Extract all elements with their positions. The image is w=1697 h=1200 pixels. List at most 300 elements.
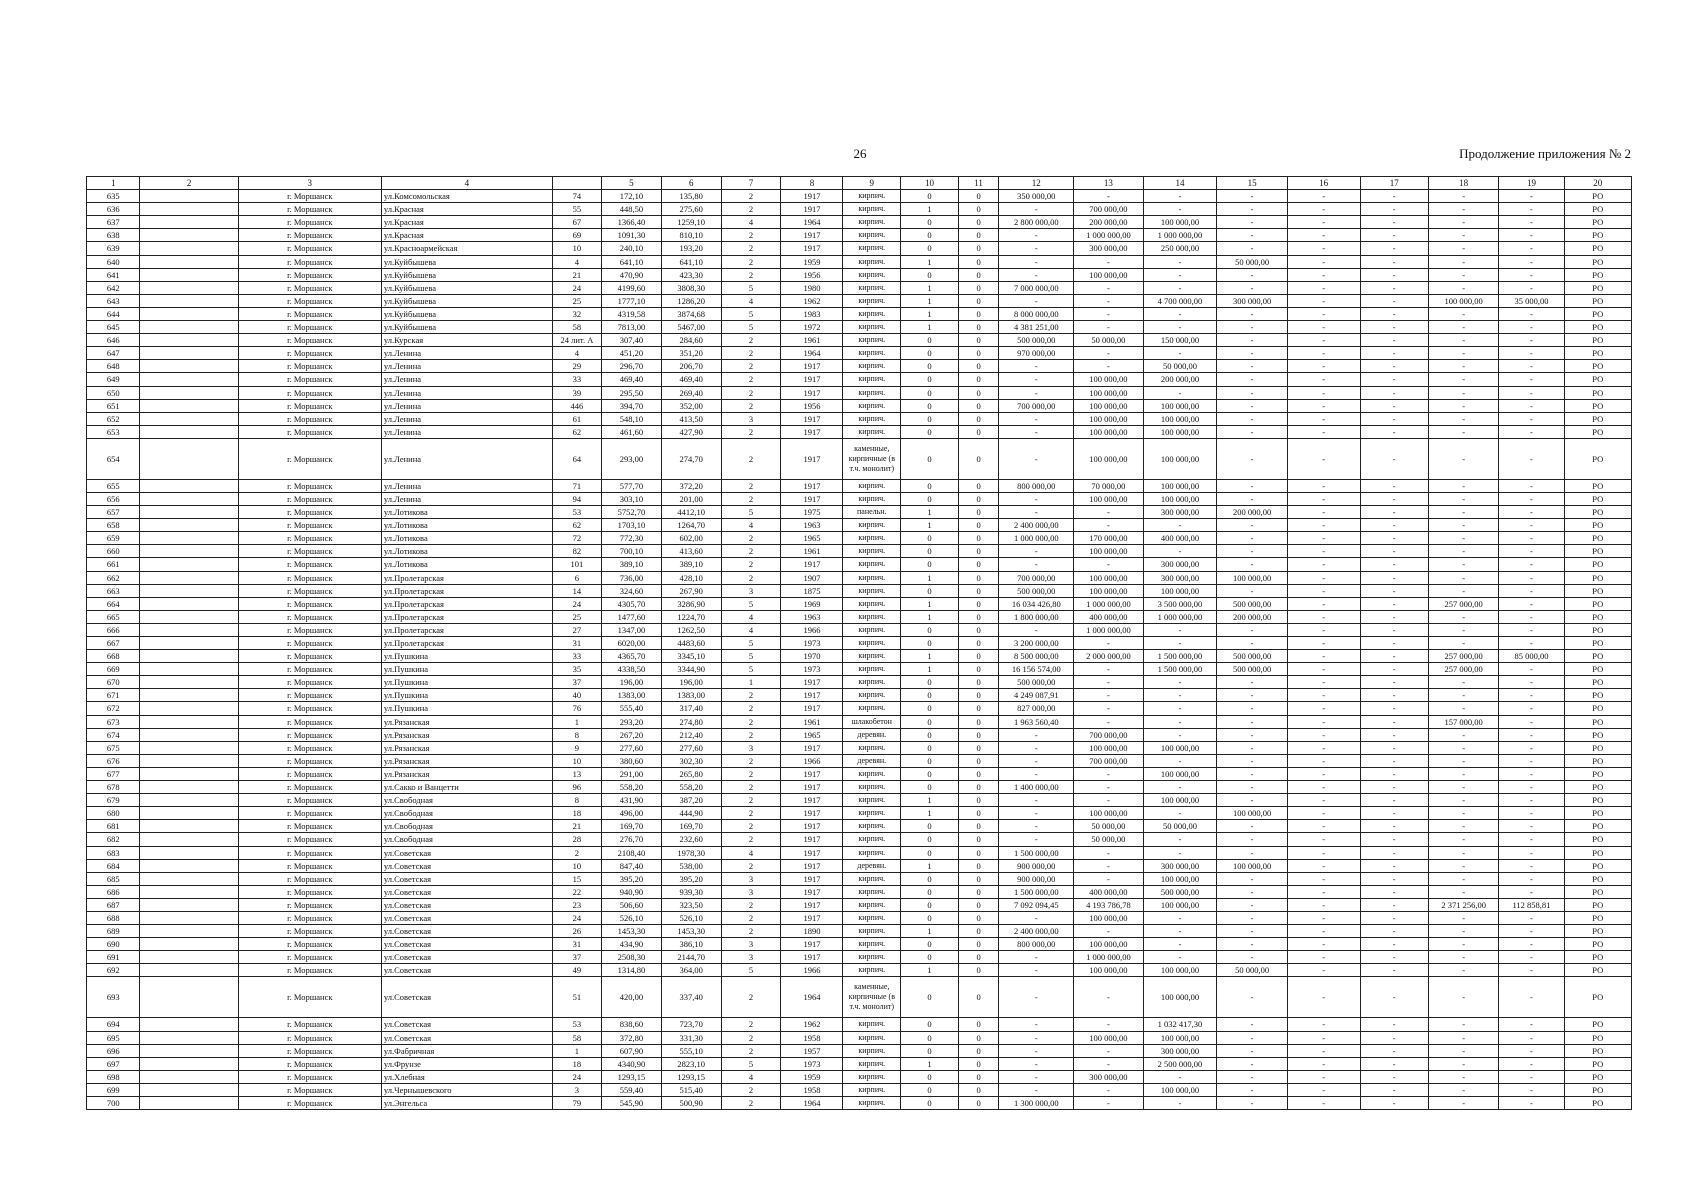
table-cell: - [1217,532,1288,545]
table-cell: 692 [87,964,140,977]
table-cell: - [1074,558,1143,571]
table-cell: 71 [552,479,601,492]
table-cell: - [1428,558,1499,571]
table-row [87,964,1632,977]
table-cell: 3345,10 [661,650,721,663]
table-cell: 558,20 [601,781,661,794]
table-cell: - [1287,558,1360,571]
table-cell: - [1287,268,1360,281]
table-cell: 389,10 [601,558,661,571]
table-cell: 444,90 [661,807,721,820]
table-cell [140,203,238,216]
table-cell: 666 [87,623,140,636]
column-header: 15 [1217,177,1288,190]
table-cell: г. Моршанск [238,781,381,794]
table-cell: - [1217,203,1288,216]
table-cell: 0 [901,1044,959,1057]
table-cell: 700 [87,1097,140,1110]
table-cell: - [1287,977,1360,1018]
table-cell: кирпич. [843,1018,901,1031]
table-cell: - [1499,519,1564,532]
table-cell: - [1143,268,1217,281]
table-cell: - [1217,1031,1288,1044]
table-cell: - [1428,438,1499,479]
table-cell: 1961 [781,715,843,728]
table-cell: - [1074,190,1143,203]
table-cell: ул.Красная [381,216,552,229]
table-cell: - [1360,977,1428,1018]
table-cell: 838,60 [601,1018,661,1031]
table-cell: 400 000,00 [1074,885,1143,898]
table-cell: - [1360,820,1428,833]
table-cell: г. Моршанск [238,650,381,663]
table-row [87,1097,1632,1110]
column-header: 10 [901,177,959,190]
table-cell: - [1499,190,1564,203]
table-cell: - [1217,728,1288,741]
table-cell: - [1499,676,1564,689]
table-cell: кирпич. [843,610,901,623]
table-cell: 135,80 [661,190,721,203]
table-cell: г. Моршанск [238,1097,381,1110]
table-cell: 100 000,00 [1074,412,1143,425]
table-cell: РО [1564,911,1631,924]
table-cell: - [1143,833,1217,846]
table-cell: ул.Хлебная [381,1070,552,1083]
table-cell: 1969 [781,597,843,610]
table-cell: 100 000,00 [1217,859,1288,872]
table-cell: 0 [958,399,999,412]
table-cell: 658 [87,519,140,532]
table-cell: 641,10 [601,255,661,268]
table-cell: 32 [552,307,601,320]
table-cell: - [1287,964,1360,977]
table-cell: кирпич. [843,898,901,911]
table-cell: РО [1564,412,1631,425]
table-cell: 2 [721,438,781,479]
table-cell: 4 249 087,91 [999,689,1074,702]
table-cell: 96 [552,781,601,794]
table-cell: 1917 [781,741,843,754]
table-cell: 0 [901,386,959,399]
table-cell: - [999,754,1074,767]
table-cell: ул.Пролетарская [381,584,552,597]
table-cell: - [1428,781,1499,794]
table-cell: 1 963 560,40 [999,715,1074,728]
table-cell: 5 [721,663,781,676]
table-cell: ул.Лотикова [381,506,552,519]
table-cell: 18 [552,807,601,820]
table-cell: ул.Советская [381,925,552,938]
table-cell: 0 [901,767,959,780]
table-cell: - [1143,728,1217,741]
table-cell: - [1074,506,1143,519]
table-cell: 37 [552,676,601,689]
table-cell: - [1360,885,1428,898]
table-cell: 1917 [781,898,843,911]
table-cell: 1917 [781,885,843,898]
table-cell: 1383,00 [601,689,661,702]
table-row [87,767,1632,780]
table-cell: 1477,60 [601,610,661,623]
table-cell: - [1360,872,1428,885]
table-cell: 5 [721,637,781,650]
table-cell: - [1287,820,1360,833]
table-cell: 0 [958,584,999,597]
table-cell: - [1143,846,1217,859]
table-cell: 4 [721,846,781,859]
table-cell: 293,20 [601,715,661,728]
table-cell: 0 [958,255,999,268]
table-cell: 24 [552,281,601,294]
table-cell: 386,10 [661,938,721,951]
table-cell: - [1143,321,1217,334]
table-cell: 0 [958,373,999,386]
table-cell: - [1217,558,1288,571]
table-cell: 1966 [781,964,843,977]
table-cell: РО [1564,492,1631,505]
table-cell: г. Моршанск [238,1018,381,1031]
table-cell: 697 [87,1057,140,1070]
table-cell: ул.Советская [381,951,552,964]
table-cell: 664 [87,597,140,610]
table-cell: РО [1564,321,1631,334]
table-cell: 2 [721,925,781,938]
table-cell: 646 [87,334,140,347]
table-cell: - [1287,294,1360,307]
table-cell: - [1428,1044,1499,1057]
table-cell: деревян. [843,859,901,872]
table-cell: - [1428,872,1499,885]
table-cell: - [1360,754,1428,767]
table-cell: 70 000,00 [1074,479,1143,492]
table-cell: - [1287,715,1360,728]
table-cell: 269,40 [661,386,721,399]
table-cell: - [1428,216,1499,229]
table-cell: - [1143,1097,1217,1110]
table-cell: - [1143,281,1217,294]
table-cell [140,571,238,584]
table-cell: 1 000 000,00 [1074,623,1143,636]
table-cell: - [1360,373,1428,386]
table-cell: 3 [721,951,781,964]
table-cell: 3 200 000,00 [999,637,1074,650]
table-cell: РО [1564,715,1631,728]
table-row [87,1083,1632,1096]
table-cell: 0 [901,412,959,425]
table-cell: кирпич. [843,925,901,938]
table-cell: 2823,10 [661,1057,721,1070]
table-cell: 0 [901,898,959,911]
table-cell: г. Моршанск [238,492,381,505]
table-row [87,1057,1632,1070]
table-cell: 772,30 [601,532,661,545]
table-cell: 0 [958,820,999,833]
table-cell: 2 [721,373,781,386]
table-cell: 0 [901,216,959,229]
table-cell: 1293,15 [601,1070,661,1083]
table-cell: 0 [958,506,999,519]
table-cell: 2 [721,255,781,268]
table-cell: - [1287,597,1360,610]
table-cell: 0 [958,321,999,334]
table-cell: - [1074,1018,1143,1031]
table-cell: 61 [552,412,601,425]
table-cell: - [1428,190,1499,203]
table-cell: 0 [958,268,999,281]
table-cell: 2 [721,203,781,216]
table-cell: 21 [552,268,601,281]
table-cell: каменные, кирпичные (в т.ч. монолит) [843,438,901,479]
table-cell: 652 [87,412,140,425]
table-cell: - [1360,702,1428,715]
table-cell: ул.Советская [381,872,552,885]
table-cell: - [1499,925,1564,938]
table-cell: 648 [87,360,140,373]
table-cell: 0 [958,938,999,951]
column-header: 16 [1287,177,1360,190]
table-cell: - [1499,373,1564,386]
table-cell: - [999,1083,1074,1096]
table-cell: 0 [958,190,999,203]
table-cell: 58 [552,1031,601,1044]
table-cell: 682 [87,833,140,846]
table-cell: 1917 [781,492,843,505]
table-cell: г. Моршанск [238,1044,381,1057]
table-cell: ул.Рязанская [381,715,552,728]
table-cell: ул.Ленина [381,399,552,412]
table-cell: - [1217,373,1288,386]
table-cell: - [999,203,1074,216]
table-cell: 24 лит. А [552,334,601,347]
table-cell: - [1217,268,1288,281]
table-cell: - [1360,898,1428,911]
table-cell: - [1287,1018,1360,1031]
table-cell: ул.Лотикова [381,558,552,571]
table-cell: ул.Пушкина [381,663,552,676]
table-cell: - [1360,650,1428,663]
table-cell: - [1499,571,1564,584]
table-cell: ул.Пушкина [381,702,552,715]
table-cell: 1 032 417,30 [1143,1018,1217,1031]
table-row [87,438,1632,479]
table-cell: РО [1564,597,1631,610]
table-cell: ул.Рязанская [381,767,552,780]
table-cell: 661 [87,558,140,571]
table-cell: г. Моршанск [238,360,381,373]
table-cell: - [1499,637,1564,650]
table-cell [140,715,238,728]
table-cell: 1262,50 [661,623,721,636]
table-cell: - [1143,623,1217,636]
table-cell: 1963 [781,610,843,623]
table-row [87,597,1632,610]
table-row [87,307,1632,320]
table-cell: - [1360,1031,1428,1044]
table-cell: 4 381 251,00 [999,321,1074,334]
table-cell [140,386,238,399]
table-cell: 2 [721,479,781,492]
table-cell: РО [1564,268,1631,281]
table-cell: кирпич. [843,294,901,307]
table-cell: 1 [901,203,959,216]
table-cell: 1 [901,255,959,268]
table-cell: г. Моршанск [238,412,381,425]
table-cell: 1 [901,925,959,938]
table-cell: 100 000,00 [1143,584,1217,597]
column-header [552,177,601,190]
table-cell: 0 [958,532,999,545]
table-cell: РО [1564,794,1631,807]
table-cell: - [1360,1097,1428,1110]
table-cell: РО [1564,859,1631,872]
table-cell: РО [1564,951,1631,964]
table-cell: - [999,506,1074,519]
table-cell: 3 [721,412,781,425]
table-cell: 33 [552,650,601,663]
table-cell: 2 [721,545,781,558]
table-cell: 0 [958,281,999,294]
table-cell: - [1499,399,1564,412]
table-cell: 50 000,00 [1217,255,1288,268]
table-cell: - [1428,925,1499,938]
table-cell: 3 500 000,00 [1143,597,1217,610]
table-cell: 21 [552,820,601,833]
table-cell: - [999,1044,1074,1057]
table-cell: 395,20 [601,872,661,885]
table-cell: - [1428,1031,1499,1044]
table-cell: 2 [721,268,781,281]
table-cell: - [1287,532,1360,545]
table-cell: - [1499,321,1564,334]
table-cell: 670 [87,676,140,689]
table-cell: 300 000,00 [1074,1070,1143,1083]
table-cell: 267,90 [661,584,721,597]
table-row [87,702,1632,715]
table-cell: - [1074,715,1143,728]
table-cell: 4 [721,294,781,307]
table-cell: 663 [87,584,140,597]
table-cell: 22 [552,885,601,898]
table-row [87,833,1632,846]
table-cell: - [1287,321,1360,334]
table-cell: - [1499,425,1564,438]
table-cell: 0 [958,964,999,977]
table-cell: 5752,70 [601,506,661,519]
table-cell [140,506,238,519]
table-cell: 50 000,00 [1074,833,1143,846]
table-cell: 1347,00 [601,623,661,636]
table-cell: 0 [958,754,999,767]
table-cell: 0 [958,859,999,872]
table-cell [140,977,238,1018]
table-cell: РО [1564,519,1631,532]
table-cell: - [1287,754,1360,767]
table-cell: кирпич. [843,281,901,294]
table-cell: - [1499,911,1564,924]
table-row [87,492,1632,505]
table-cell: РО [1564,833,1631,846]
table-cell: РО [1564,216,1631,229]
table-cell: - [1143,911,1217,924]
table-cell: г. Моршанск [238,938,381,951]
table-cell: - [1287,506,1360,519]
table-cell: - [1499,938,1564,951]
table-cell: 656 [87,492,140,505]
table-cell: 0 [901,438,959,479]
table-cell: 100 000,00 [1143,872,1217,885]
table-cell: 1957 [781,1044,843,1057]
table-cell: 1917 [781,676,843,689]
table-cell: - [1287,492,1360,505]
table-cell: - [1217,833,1288,846]
table-cell: 2 400 000,00 [999,925,1074,938]
table-cell: 0 [901,702,959,715]
table-cell: 0 [901,492,959,505]
table-cell: 693 [87,977,140,1018]
table-cell: РО [1564,1031,1631,1044]
table-cell: 0 [901,820,959,833]
table-cell: г. Моршанск [238,964,381,977]
table-cell: 35 000,00 [1499,294,1564,307]
table-cell: кирпич. [843,584,901,597]
table-cell: - [1143,386,1217,399]
table-cell: - [1217,951,1288,964]
table-cell: - [1287,360,1360,373]
table-cell [140,951,238,964]
table-cell: 50 000,00 [1143,820,1217,833]
table-cell: 2 [721,386,781,399]
table-cell: - [1287,807,1360,820]
table-cell: - [1287,190,1360,203]
table-row [87,203,1632,216]
table-cell: ул.Свободная [381,820,552,833]
table-cell: - [1428,911,1499,924]
table-cell: 277,60 [661,741,721,754]
table-row [87,754,1632,767]
table-cell: 0 [901,676,959,689]
table-cell: - [1428,229,1499,242]
table-cell: - [1217,754,1288,767]
table-cell [140,519,238,532]
table-cell: - [1428,702,1499,715]
table-cell: 0 [901,399,959,412]
page-number: 26 [853,146,867,161]
table-cell: - [999,255,1074,268]
table-cell: - [1287,307,1360,320]
table-cell: 100 000,00 [1074,386,1143,399]
table-cell [140,938,238,951]
table-cell: РО [1564,571,1631,584]
table-cell: 4338,50 [601,663,661,676]
table-cell: - [1143,307,1217,320]
table-cell: 0 [958,689,999,702]
table-cell: 1703,10 [601,519,661,532]
table-cell: 291,00 [601,767,661,780]
table-cell: г. Моршанск [238,977,381,1018]
table-cell [140,216,238,229]
table-cell: 307,40 [601,334,661,347]
table-cell: 698 [87,1070,140,1083]
column-header: 18 [1428,177,1499,190]
table-cell: 662 [87,571,140,584]
table-cell: 538,00 [661,859,721,872]
table-cell: - [1143,347,1217,360]
table-cell: 172,10 [601,190,661,203]
table-cell: 637 [87,216,140,229]
table-cell: - [1217,216,1288,229]
table-cell: г. Моршанск [238,399,381,412]
